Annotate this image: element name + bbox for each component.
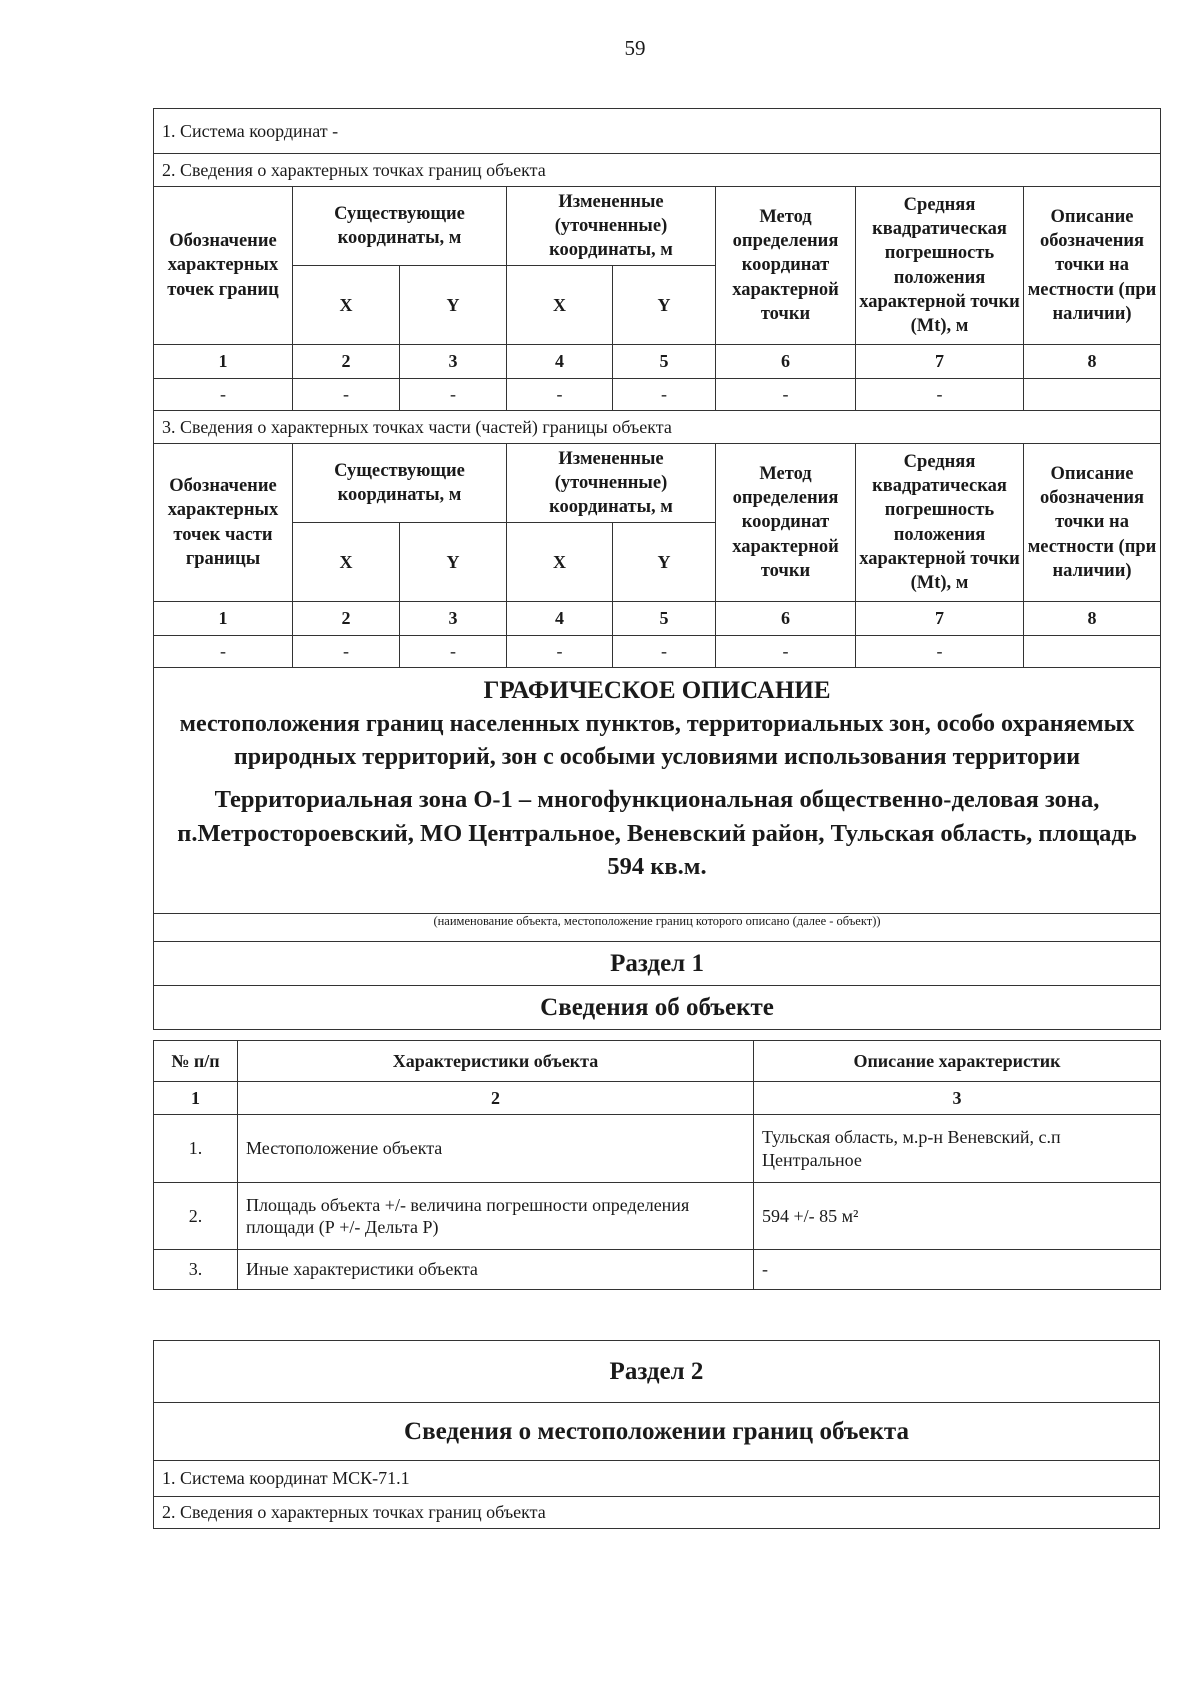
column-number: 8	[1024, 345, 1161, 379]
row-characteristic: Иные характеристики объекта	[238, 1250, 754, 1290]
section2-subtitle: Сведения о местоположении границ объекта	[154, 1403, 1160, 1461]
column-number: 1	[154, 1082, 238, 1115]
header-point-designation: Обозначение характерных точек границ	[154, 187, 293, 345]
empty-cell: -	[856, 379, 1024, 411]
header-method: Метод определения координат характерной точки	[716, 187, 856, 345]
column-number: 6	[716, 602, 856, 636]
object-info-table	[153, 1040, 1161, 1290]
column-number: 7	[856, 345, 1024, 379]
coord-system-row: 1. Система координат -	[154, 109, 1161, 154]
header-x: X	[293, 523, 400, 602]
empty-cell: -	[293, 636, 400, 668]
page-number: 59	[624, 36, 646, 60]
section1-subtitle: Сведения об объекте	[154, 986, 1161, 1030]
empty-cell: -	[856, 636, 1024, 668]
header-rms-error: Средняя квадратическая погрешность положения характерной точки (Mt), м	[856, 187, 1024, 345]
column-number: 6	[716, 345, 856, 379]
header-characteristics: Характеристики объекта	[238, 1041, 754, 1082]
header-description: Описание обозначения точки на местности (при наличии)	[1024, 187, 1161, 345]
section2-points-heading: 2. Сведения о характерных точках границ объекта	[154, 1497, 1160, 1529]
column-number: 2	[293, 602, 400, 636]
empty-cell: -	[154, 636, 293, 668]
zone-description: Территориальная зона О-1 – многофункциональная общественно-деловая зона, п.Метростороевский, МО Центральное, Веневский район, Тульская область, площадь 594 кв.м.	[177, 786, 1137, 880]
header-y: Y	[400, 266, 507, 345]
empty-cell: -	[507, 379, 613, 411]
empty-cell: -	[507, 636, 613, 668]
column-number: 1	[154, 345, 293, 379]
column-number: 4	[507, 345, 613, 379]
row-value: -	[754, 1250, 1161, 1290]
part-points-heading: 3. Сведения о характерных точках части (частей) границы объекта	[154, 411, 1161, 444]
object-note: (наименование объекта, местоположение границ которого описано (далее - объект))	[154, 914, 1161, 942]
header-method: Метод определения координат характерной точки	[716, 444, 856, 602]
header-y: Y	[613, 523, 716, 602]
row-characteristic: Местоположение объекта	[238, 1115, 754, 1183]
row-num: 2.	[154, 1183, 238, 1250]
column-number: 3	[400, 602, 507, 636]
column-number: 2	[293, 345, 400, 379]
section2-title: Раздел 2	[154, 1341, 1160, 1403]
section1-title: Раздел 1	[154, 942, 1161, 986]
column-number: 3	[400, 345, 507, 379]
column-number: 1	[154, 602, 293, 636]
empty-cell: -	[400, 379, 507, 411]
row-characteristic: Площадь объекта +/- величина погрешности определения площади (Р +/- Дельта Р)	[238, 1183, 754, 1250]
header-y: Y	[613, 266, 716, 345]
empty-cell: -	[154, 379, 293, 411]
header-x: X	[293, 266, 400, 345]
header-num: № п/п	[154, 1041, 238, 1082]
column-number: 4	[507, 602, 613, 636]
empty-cell: -	[716, 379, 856, 411]
row-value: Тульская область, м.р-н Веневский, с.п Центральное	[754, 1115, 1161, 1183]
empty-cell: -	[613, 636, 716, 668]
column-number: 5	[613, 345, 716, 379]
header-description: Описание характеристик	[754, 1041, 1161, 1082]
row-value: 594 +/- 85 м²	[754, 1183, 1161, 1250]
header-changed-coords: Измененные (уточненные) координаты, м	[507, 187, 716, 266]
empty-cell: -	[293, 379, 400, 411]
column-number: 2	[238, 1082, 754, 1115]
graphic-description-block	[154, 668, 1161, 914]
header-existing-coords: Существующие координаты, м	[293, 444, 507, 523]
empty-cell	[1024, 636, 1161, 668]
header-rms-error: Средняя квадратическая погрешность положения характерной точки (Mt), м	[856, 444, 1024, 602]
graphic-description-title: ГРАФИЧЕСКОЕ ОПИСАНИЕ	[483, 677, 831, 704]
header-existing-coords: Существующие координаты, м	[293, 187, 507, 266]
column-number: 7	[856, 602, 1024, 636]
graphic-description-subtitle: местоположения границ населенных пунктов, территориальных зон, особо охраняемых природных территорий, зон с особыми условиями использования территории	[179, 711, 1135, 770]
empty-cell	[1024, 379, 1161, 411]
section2-coord-system: 1. Система координат МСК-71.1	[154, 1461, 1160, 1497]
header-x: X	[507, 266, 613, 345]
header-changed-coords: Измененные (уточненные) координаты, м	[507, 444, 716, 523]
column-number: 5	[613, 602, 716, 636]
header-x: X	[507, 523, 613, 602]
empty-cell: -	[400, 636, 507, 668]
section2-table	[153, 1340, 1160, 1529]
empty-cell: -	[613, 379, 716, 411]
points-heading: 2. Сведения о характерных точках границ объекта	[154, 154, 1161, 187]
row-num: 1.	[154, 1115, 238, 1183]
header-y: Y	[400, 523, 507, 602]
column-number: 8	[1024, 602, 1161, 636]
header-description: Описание обозначения точки на местности (при наличии)	[1024, 444, 1161, 602]
empty-cell: -	[716, 636, 856, 668]
row-num: 3.	[154, 1250, 238, 1290]
column-number: 3	[754, 1082, 1161, 1115]
header-part-point-designation: Обозначение характерных точек части границы	[154, 444, 293, 602]
coordinates-table	[153, 108, 1161, 1030]
